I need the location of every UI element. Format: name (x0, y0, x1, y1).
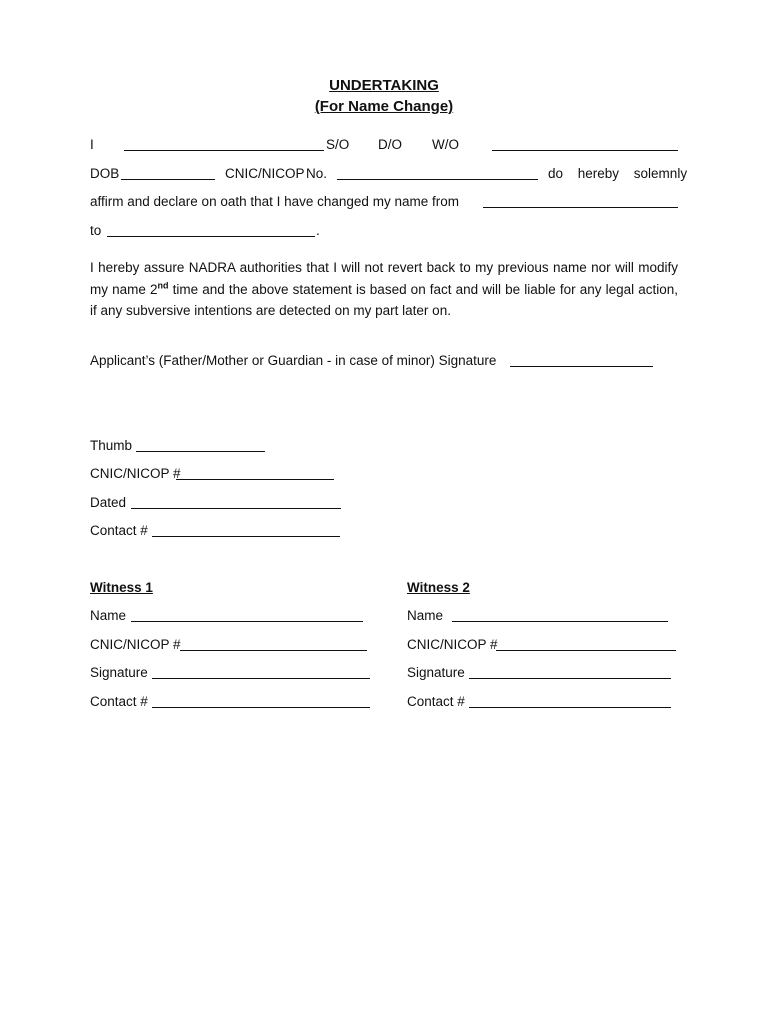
witness1-name-blank[interactable] (131, 609, 363, 622)
thumb-label: Thumb (90, 438, 133, 453)
witness2-heading: Witness 2 (407, 580, 470, 595)
witness2-name-blank[interactable] (452, 609, 668, 622)
thumb-blank[interactable] (136, 439, 265, 452)
so-label: S/O (326, 137, 350, 152)
witness2-signature-label: Signature (407, 665, 465, 680)
applicant-contact-blank[interactable] (152, 524, 340, 537)
solemnly-text (548, 166, 688, 181)
witness2-contact-label: Contact # (407, 694, 465, 709)
witness1-cnic-label: CNIC/NICOP # (90, 637, 181, 652)
form-subtitle: (For Name Change) (314, 98, 454, 115)
new-name-blank[interactable] (107, 224, 315, 237)
cnic-number-blank[interactable] (337, 167, 538, 180)
assurance-paragraph (90, 257, 678, 322)
relation-name-blank[interactable] (492, 138, 678, 151)
dob-label: DOB (90, 166, 120, 181)
applicant-cnic-label: CNIC/NICOP # (90, 466, 181, 481)
dated-blank[interactable] (131, 496, 341, 509)
cnic-no-label: No. (306, 166, 328, 181)
witness2-contact-blank[interactable] (469, 695, 671, 708)
witness1-contact-blank[interactable] (152, 695, 370, 708)
assurance-text-2: time and the above statement is based on fact and will be liable for any legal action, if any subversive intentions are detected on my part later on. (90, 281, 678, 318)
to-label: to (90, 223, 102, 238)
do-label: D/O (378, 137, 403, 152)
name-line (90, 137, 94, 152)
witness2-name-label: Name (407, 608, 444, 623)
applicant-cnic-blank[interactable] (176, 467, 334, 480)
witness1-name-label: Name (90, 608, 127, 623)
wo-label: W/O (432, 137, 459, 152)
i-label: I (90, 137, 94, 152)
dob-blank[interactable] (121, 167, 215, 180)
applicant-contact-label: Contact # (90, 523, 148, 538)
assurance-text-1: I hereby assure NADRA authorities that I will not revert back to my previous name nor will modify my name 2 (90, 260, 678, 297)
cnic-label: CNIC/NICOP (225, 166, 305, 181)
witness2-cnic-label: CNIC/NICOP # (407, 637, 498, 652)
to-period: . (316, 223, 320, 238)
witness1-heading: Witness 1 (90, 580, 153, 595)
witness2-cnic-blank[interactable] (496, 638, 676, 651)
previous-name-blank[interactable] (483, 195, 678, 208)
dated-label: Dated (90, 495, 127, 510)
witness1-signature-blank[interactable] (152, 666, 370, 679)
witness1-cnic-blank[interactable] (180, 638, 367, 651)
solemnly-label: do hereby solemnly (548, 166, 688, 181)
witness2-signature-blank[interactable] (469, 666, 671, 679)
applicant-name-blank[interactable] (124, 138, 324, 151)
signature-label: Applicant’s (Father/Mother or Guardian - in case of minor) Signature (90, 353, 497, 368)
applicant-signature-blank[interactable] (510, 354, 653, 367)
witness1-signature-label: Signature (90, 665, 148, 680)
witness1-contact-label: Contact # (90, 694, 148, 709)
declare-text: affirm and declare on oath that I have changed my name from (90, 194, 459, 209)
ordinal-suffix: nd (157, 280, 169, 290)
form-title: UNDERTAKING (329, 77, 439, 94)
